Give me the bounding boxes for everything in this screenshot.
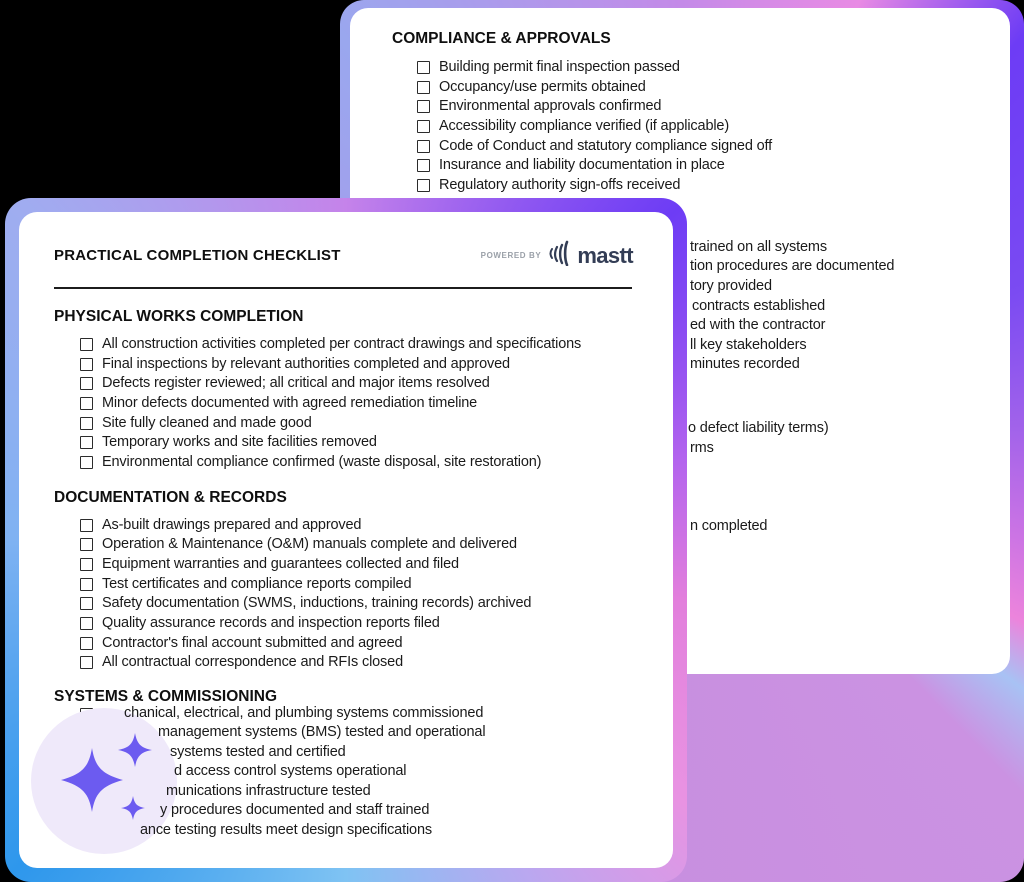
checklist-item xyxy=(80,555,673,575)
checkbox[interactable] xyxy=(80,358,93,371)
checklist-item xyxy=(417,78,1010,98)
checklist-item-label: Environmental approvals confirmed xyxy=(439,98,662,115)
clipped-checklist-text: o defect liability terms) xyxy=(688,420,829,436)
checklist-item xyxy=(80,634,673,654)
checklist-item xyxy=(80,414,673,434)
checklist-item-label: Test certificates and compliance reports compiled xyxy=(102,575,412,592)
checkbox[interactable] xyxy=(417,179,430,192)
sparkle-small-icon xyxy=(121,796,145,820)
checklist-item-label: Equipment warranties and guarantees collected and filed xyxy=(102,555,459,572)
checklist-item xyxy=(80,453,673,473)
checklist-item-label: Contractor's final account submitted and agreed xyxy=(102,634,403,651)
checkbox[interactable] xyxy=(417,140,430,153)
clipped-checklist-text: management systems (BMS) tested and operational xyxy=(158,724,486,740)
physical-works-checklist xyxy=(80,335,673,473)
clipped-checklist-text: n completed xyxy=(690,518,768,534)
compliance-checklist xyxy=(417,58,1010,196)
mastt-logo-icon xyxy=(549,240,569,271)
clipped-checklist-text: rms xyxy=(690,440,714,456)
checklist-item xyxy=(80,433,673,453)
clipped-checklist-text: munications infrastructure tested xyxy=(166,783,371,799)
checkbox[interactable] xyxy=(80,578,93,591)
checklist-item xyxy=(417,156,1010,176)
checkbox[interactable] xyxy=(80,436,93,449)
clipped-checklist-text: trained on all systems xyxy=(690,239,827,255)
checklist-item-label: Safety documentation (SWMS, inductions, training records) archived xyxy=(102,595,532,612)
checklist-item xyxy=(80,355,673,375)
checklist-item xyxy=(417,176,1010,196)
checkbox[interactable] xyxy=(417,81,430,94)
checkbox[interactable] xyxy=(417,100,430,113)
checkbox[interactable] xyxy=(80,377,93,390)
checklist-item xyxy=(80,394,673,414)
checklist-item xyxy=(80,335,673,355)
checklist-item-label: Accessibility compliance verified (if applicable) xyxy=(439,117,730,134)
checkbox[interactable] xyxy=(417,159,430,172)
branding-block xyxy=(481,240,633,271)
checkbox[interactable] xyxy=(80,417,93,430)
checklist-item-label: All construction activities completed per contract drawings and specifications xyxy=(102,336,582,352)
powered-by-label: POWERED BY xyxy=(480,251,542,260)
checklist-item xyxy=(417,58,1010,78)
checklist-item xyxy=(80,535,673,555)
section-heading-documentation: DOCUMENTATION & RECORDS xyxy=(54,488,287,506)
checklist-item-label: Defects register reviewed; all critical and major items resolved xyxy=(102,375,490,392)
checkbox[interactable] xyxy=(80,519,93,532)
clipped-checklist-text: y procedures documented and staff trained xyxy=(160,802,430,818)
checklist-item-label: Building permit final inspection passed xyxy=(439,59,680,75)
checklist-item xyxy=(417,117,1010,137)
checklist-item xyxy=(417,137,1010,157)
checklist-item-label: Final inspections by relevant authorities completed and approved xyxy=(102,355,510,372)
sparkle-medium-icon xyxy=(118,733,152,767)
checklist-item-label: Code of Conduct and statutory compliance signed off xyxy=(439,137,773,154)
checkbox[interactable] xyxy=(80,597,93,610)
checklist-item-label: As-built drawings prepared and approved xyxy=(102,516,362,533)
checklist-item-label: Temporary works and site facilities removed xyxy=(102,434,377,451)
checkbox[interactable] xyxy=(80,637,93,650)
checklist-item-label: Operation & Maintenance (O&M) manuals complete and delivered xyxy=(102,536,517,553)
checklist-item xyxy=(80,374,673,394)
checklist-item xyxy=(417,97,1010,117)
checkbox[interactable] xyxy=(417,120,430,133)
checklist-item xyxy=(80,516,673,536)
checklist-item-label: Minor defects documented with agreed remediation timeline xyxy=(102,394,478,411)
checklist-item-label: Quality assurance records and inspection reports filed xyxy=(102,614,440,631)
checkbox[interactable] xyxy=(80,617,93,630)
card-header xyxy=(54,240,673,271)
clipped-checklist-text: tion procedures are documented xyxy=(690,258,895,274)
checklist-item xyxy=(80,594,673,614)
section-heading-physical-works: PHYSICAL WORKS COMPLETION xyxy=(54,308,304,325)
checklist-item-label: Regulatory authority sign-offs received xyxy=(439,176,681,193)
clipped-checklist-text: ed with the contractor xyxy=(690,317,826,333)
clipped-checklist-text: ance testing results meet design specifications xyxy=(140,822,432,838)
checklist-item-label: Environmental compliance confirmed (waste disposal, site restoration) xyxy=(102,453,542,470)
checklist-item-label: Site fully cleaned and made good xyxy=(102,414,312,431)
section-heading-systems: SYSTEMS & COMMISSIONING xyxy=(54,687,278,705)
documentation-checklist xyxy=(80,516,673,673)
checkbox[interactable] xyxy=(417,61,430,74)
clipped-checklist-text: ll key stakeholders xyxy=(690,337,807,353)
checklist-item xyxy=(80,653,673,673)
page-title: PRACTICAL COMPLETION CHECKLIST xyxy=(54,246,341,264)
clipped-checklist-text: d access control systems operational xyxy=(174,763,407,779)
header-divider xyxy=(54,287,632,289)
clipped-checklist-text: minutes recorded xyxy=(690,356,800,372)
clipped-checklist-text: contracts established xyxy=(692,298,826,314)
sparkle-large-icon xyxy=(61,748,123,812)
checklist-item xyxy=(80,614,673,634)
checkbox[interactable] xyxy=(80,338,93,351)
checkbox[interactable] xyxy=(80,558,93,571)
checklist-item-label: Insurance and liability documentation in place xyxy=(439,157,725,174)
clipped-checklist-text: chanical, electrical, and plumbing systems commissioned xyxy=(124,705,484,721)
clipped-checklist-text: tory provided xyxy=(690,278,772,294)
checkbox[interactable] xyxy=(80,656,93,669)
checklist-item-label: All contractual correspondence and RFIs closed xyxy=(102,654,403,671)
checkbox[interactable] xyxy=(80,397,93,410)
checklist-item-label: Occupancy/use permits obtained xyxy=(439,78,646,95)
mastt-logo-text: mastt xyxy=(577,242,633,268)
checklist-item xyxy=(80,575,673,595)
checkbox[interactable] xyxy=(80,538,93,551)
checkbox[interactable] xyxy=(80,456,93,469)
compliance-heading: COMPLIANCE & APPROVALS xyxy=(392,30,611,47)
clipped-checklist-text: systems tested and certified xyxy=(170,744,346,760)
